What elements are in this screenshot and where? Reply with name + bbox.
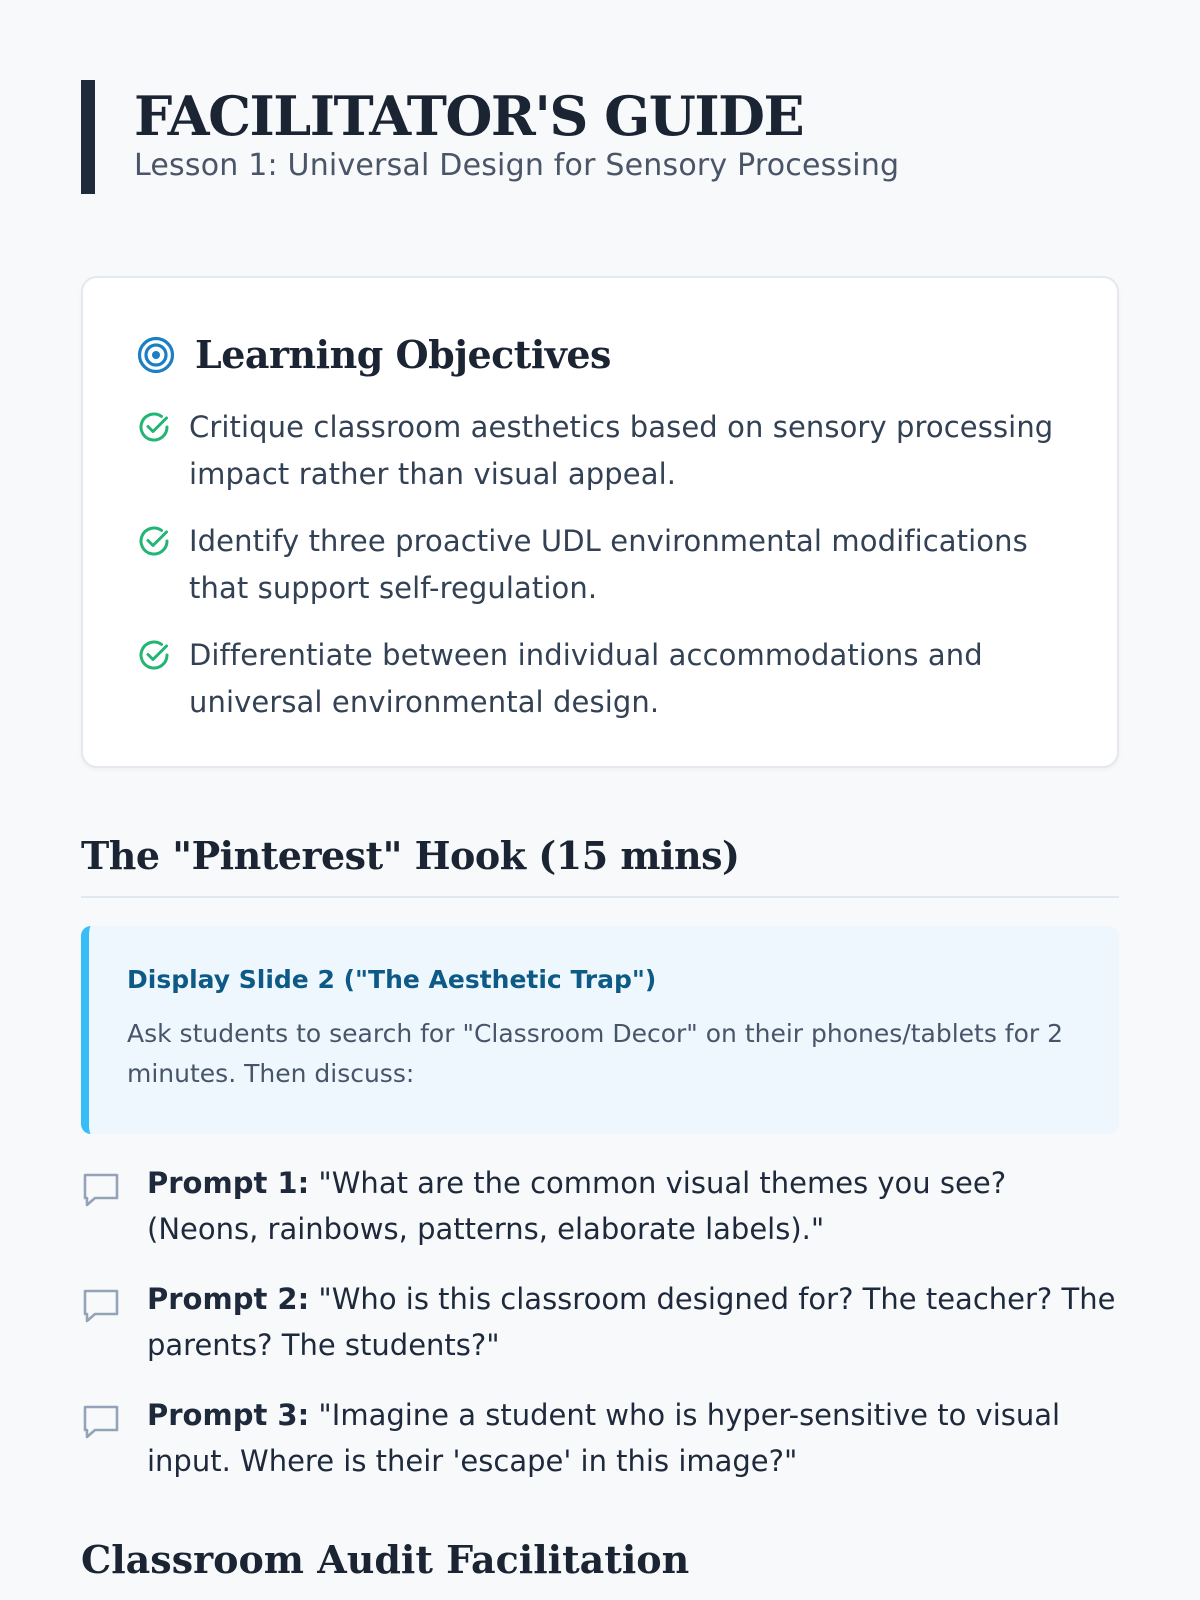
objective-item [137,518,1067,612]
speech-bubble-icon [81,1170,121,1210]
check-circle-icon [137,638,171,672]
objective-item [137,404,1067,498]
check-circle-icon [137,410,171,444]
objective-text: Differentiate between individual accommodations and universal environmental design. [189,638,983,719]
prompt-text [147,1160,1119,1252]
learning-objectives-heading [137,332,1067,378]
next-section-heading: Classroom Audit Facilitation [81,1537,690,1582]
speech-bubble-icon [81,1286,121,1326]
page-subtitle: Lesson 1: Universal Design for Sensory Processing [134,148,900,183]
callout-body: Ask students to search for "Classroom Decor" on their phones/tablets for 2 minutes. Then discuss: [127,1019,1064,1088]
check-circle-icon [137,524,171,558]
prompt-text [147,1276,1119,1368]
page-title: FACILITATOR'S GUIDE [134,84,804,148]
prompt-question: "Who is this classroom designed for? The teacher? The parents? The students?" [147,1282,1116,1362]
prompt-text [147,1392,1119,1484]
prompt-question: "Imagine a student who is hyper-sensitive to visual input. Where is their 'escape' in this image?" [147,1398,1061,1478]
target-icon [137,336,175,374]
hook-section-heading: The "Pinterest" Hook (15 mins) [81,832,1119,898]
prompt-item [81,1276,1119,1368]
discussion-prompts-list [81,1160,1119,1484]
callout-title: Display Slide 2 ("The Aesthetic Trap") [127,965,657,994]
learning-objectives-title: Learning Objectives [195,332,611,377]
header-accent-bar [81,80,95,194]
speech-bubble-icon [81,1402,121,1442]
learning-objectives-card [81,276,1119,768]
prompt-question: "What are the common visual themes you see? (Neons, rainbows, patterns, elaborate labels)." [147,1166,1007,1246]
prompt-label: Prompt 3: [147,1398,310,1432]
page-header [81,80,1119,194]
objective-item [137,632,1067,726]
prompt-label: Prompt 2: [147,1282,310,1316]
prompt-item [81,1160,1119,1252]
prompt-item [81,1392,1119,1484]
objective-text: Identify three proactive UDL environmental modifications that support self-regulation. [189,524,1028,605]
slide-callout [81,926,1119,1134]
objective-text: Critique classroom aesthetics based on sensory processing impact rather than visual appeal. [189,410,1054,491]
prompt-label: Prompt 1: [147,1166,310,1200]
objectives-list [137,404,1067,726]
